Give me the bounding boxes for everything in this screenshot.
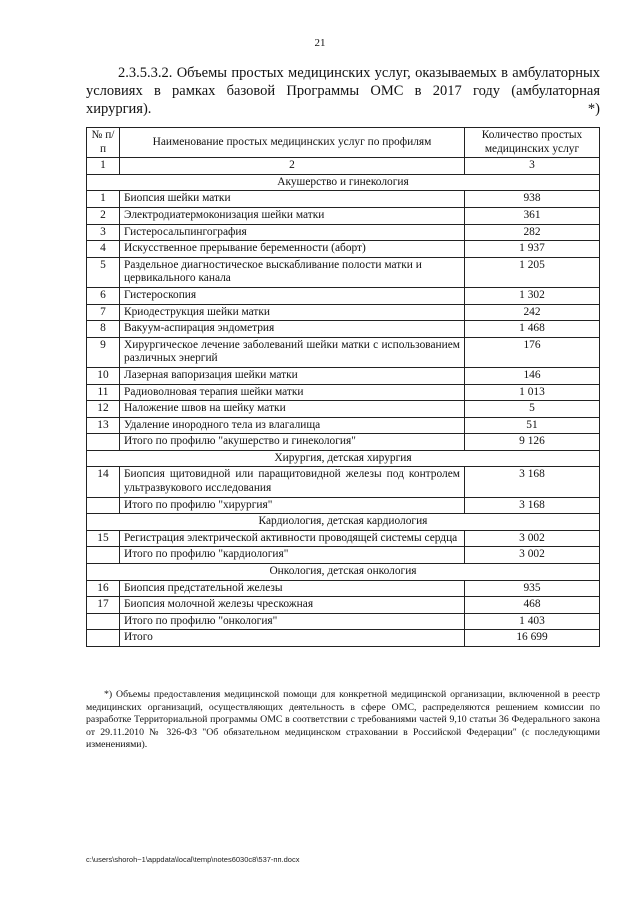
service-name: Электродиатермоконизация шейки матки xyxy=(120,207,465,224)
section-total-label: Итого по профилю "хирургия" xyxy=(120,497,465,514)
service-quantity: 282 xyxy=(465,224,600,241)
table-row xyxy=(87,467,600,497)
empty-cell xyxy=(87,613,120,630)
service-name: Раздельное диагностическое выскабливание полости матки и цервикального канала xyxy=(120,257,465,287)
service-name: Хирургическое лечение заболеваний шейки матки с использованием различных энергий xyxy=(120,337,465,367)
service-quantity: 51 xyxy=(465,417,600,434)
table-row xyxy=(87,191,600,208)
header-name: Наименование простых медицинских услуг по профилям xyxy=(120,128,465,158)
table-row xyxy=(87,224,600,241)
row-number: 15 xyxy=(87,530,120,547)
footnote: *) Объемы предоставления медицинской помощи для конкретной медицинской организации, включенной в реестр медицинских организаций, осуществляющих деятельность в сфере ОМС, распределяются решением комиссии по разработке Территориальной программы ОМС в соответствии с требованиями частей 9,10 статьи 36 Федерального закона от 29.11.2010 № 326-ФЗ "Об обязательном медицинском страховании в Российской Федерации" (с последующими изменениями). xyxy=(86,689,600,751)
service-name: Лазерная вапоризация шейки матки xyxy=(120,367,465,384)
row-number: 7 xyxy=(87,304,120,321)
section-title: Акушерство и гинекология xyxy=(87,174,600,191)
index-cell: 3 xyxy=(465,158,600,175)
service-quantity: 3 002 xyxy=(465,530,600,547)
service-quantity: 935 xyxy=(465,580,600,597)
section-total-quantity: 9 126 xyxy=(465,434,600,451)
table-row xyxy=(87,304,600,321)
service-quantity: 1 302 xyxy=(465,287,600,304)
empty-cell xyxy=(87,630,120,647)
table-body xyxy=(87,158,600,647)
section-total-label: Итого по профилю "кардиология" xyxy=(120,547,465,564)
row-number: 17 xyxy=(87,597,120,614)
row-number: 8 xyxy=(87,321,120,338)
table-row xyxy=(87,287,600,304)
section-total-label: Итого по профилю "акушерство и гинекология" xyxy=(120,434,465,451)
grand-total-row xyxy=(87,630,600,647)
table-index-row xyxy=(87,158,600,175)
service-name: Биопсия шейки матки xyxy=(120,191,465,208)
section-row xyxy=(87,450,600,467)
index-cell: 2 xyxy=(120,158,465,175)
service-quantity: 242 xyxy=(465,304,600,321)
service-quantity: 1 205 xyxy=(465,257,600,287)
service-name: Наложение швов на шейку матки xyxy=(120,401,465,418)
row-number: 3 xyxy=(87,224,120,241)
service-quantity: 3 168 xyxy=(465,467,600,497)
service-name: Гистеросальпингография xyxy=(120,224,465,241)
row-number: 5 xyxy=(87,257,120,287)
row-number: 13 xyxy=(87,417,120,434)
section-total-quantity: 3 002 xyxy=(465,547,600,564)
service-name: Биопсия щитовидной или паращитовидной железы под контролем ультразвукового исследования xyxy=(120,467,465,497)
index-cell: 1 xyxy=(87,158,120,175)
services-table xyxy=(86,127,600,647)
service-quantity: 1 013 xyxy=(465,384,600,401)
table-row xyxy=(87,257,600,287)
service-quantity: 938 xyxy=(465,191,600,208)
table-row xyxy=(87,337,600,367)
service-quantity: 176 xyxy=(465,337,600,367)
page-number: 21 xyxy=(314,37,326,49)
service-quantity: 1 468 xyxy=(465,321,600,338)
row-number: 9 xyxy=(87,337,120,367)
table-row xyxy=(87,401,600,418)
section-total-quantity: 1 403 xyxy=(465,613,600,630)
row-number: 6 xyxy=(87,287,120,304)
row-number: 16 xyxy=(87,580,120,597)
row-number: 4 xyxy=(87,241,120,258)
section-row xyxy=(87,514,600,531)
service-name: Биопсия молочной железы чрескожная xyxy=(120,597,465,614)
service-quantity: 146 xyxy=(465,367,600,384)
section-total-row xyxy=(87,547,600,564)
empty-cell xyxy=(87,547,120,564)
table-row xyxy=(87,530,600,547)
service-name: Искусственное прерывание беременности (аборт) xyxy=(120,241,465,258)
empty-cell xyxy=(87,434,120,451)
table-row xyxy=(87,580,600,597)
service-name: Радиоволновая терапия шейки матки xyxy=(120,384,465,401)
table-header-row xyxy=(87,128,600,158)
row-number: 10 xyxy=(87,367,120,384)
service-name: Удаление инородного тела из влагалища xyxy=(120,417,465,434)
table-row xyxy=(87,321,600,338)
row-number: 1 xyxy=(87,191,120,208)
section-row xyxy=(87,174,600,191)
table-row xyxy=(87,367,600,384)
service-name: Биопсия предстательной железы xyxy=(120,580,465,597)
table-row xyxy=(87,384,600,401)
row-number: 11 xyxy=(87,384,120,401)
grand-total-quantity: 16 699 xyxy=(465,630,600,647)
header-qty: Количество простых медицинских услуг xyxy=(465,128,600,158)
table-row xyxy=(87,241,600,258)
section-title: Онкология, детская онкология xyxy=(87,564,600,581)
grand-total-label: Итого xyxy=(120,630,465,647)
section-total-row xyxy=(87,613,600,630)
service-quantity: 5 xyxy=(465,401,600,418)
table-row xyxy=(87,417,600,434)
section-row xyxy=(87,564,600,581)
section-total-row xyxy=(87,434,600,451)
section-title: Хирургия, детская хирургия xyxy=(87,450,600,467)
service-name: Вакуум-аспирация эндометрия xyxy=(120,321,465,338)
section-total-quantity: 3 168 xyxy=(465,497,600,514)
row-number: 2 xyxy=(87,207,120,224)
section-total-label: Итого по профилю "онкология" xyxy=(120,613,465,630)
row-number: 14 xyxy=(87,467,120,497)
table-row xyxy=(87,207,600,224)
service-quantity: 1 937 xyxy=(465,241,600,258)
header-num: № п/п xyxy=(87,128,120,158)
service-name: Гистероскопия xyxy=(120,287,465,304)
section-title: Кардиология, детская кардиология xyxy=(87,514,600,531)
section-total-row xyxy=(87,497,600,514)
empty-cell xyxy=(87,497,120,514)
service-name: Регистрация электрической активности проводящей системы сердца xyxy=(120,530,465,547)
table-row xyxy=(87,597,600,614)
service-quantity: 468 xyxy=(465,597,600,614)
file-path: c:\users\shoroh~1\appdata\local\temp\notes6030c8\537-пп.docx xyxy=(86,855,300,864)
section-heading: 2.3.5.3.2. Объемы простых медицинских услуг, оказываемых в амбулаторных условиях в рамках базовой Программы ОМС в 2017 году (амбулаторная хирургия). *) xyxy=(86,65,600,117)
service-name: Криодеструкция шейки матки xyxy=(120,304,465,321)
service-quantity: 361 xyxy=(465,207,600,224)
row-number: 12 xyxy=(87,401,120,418)
